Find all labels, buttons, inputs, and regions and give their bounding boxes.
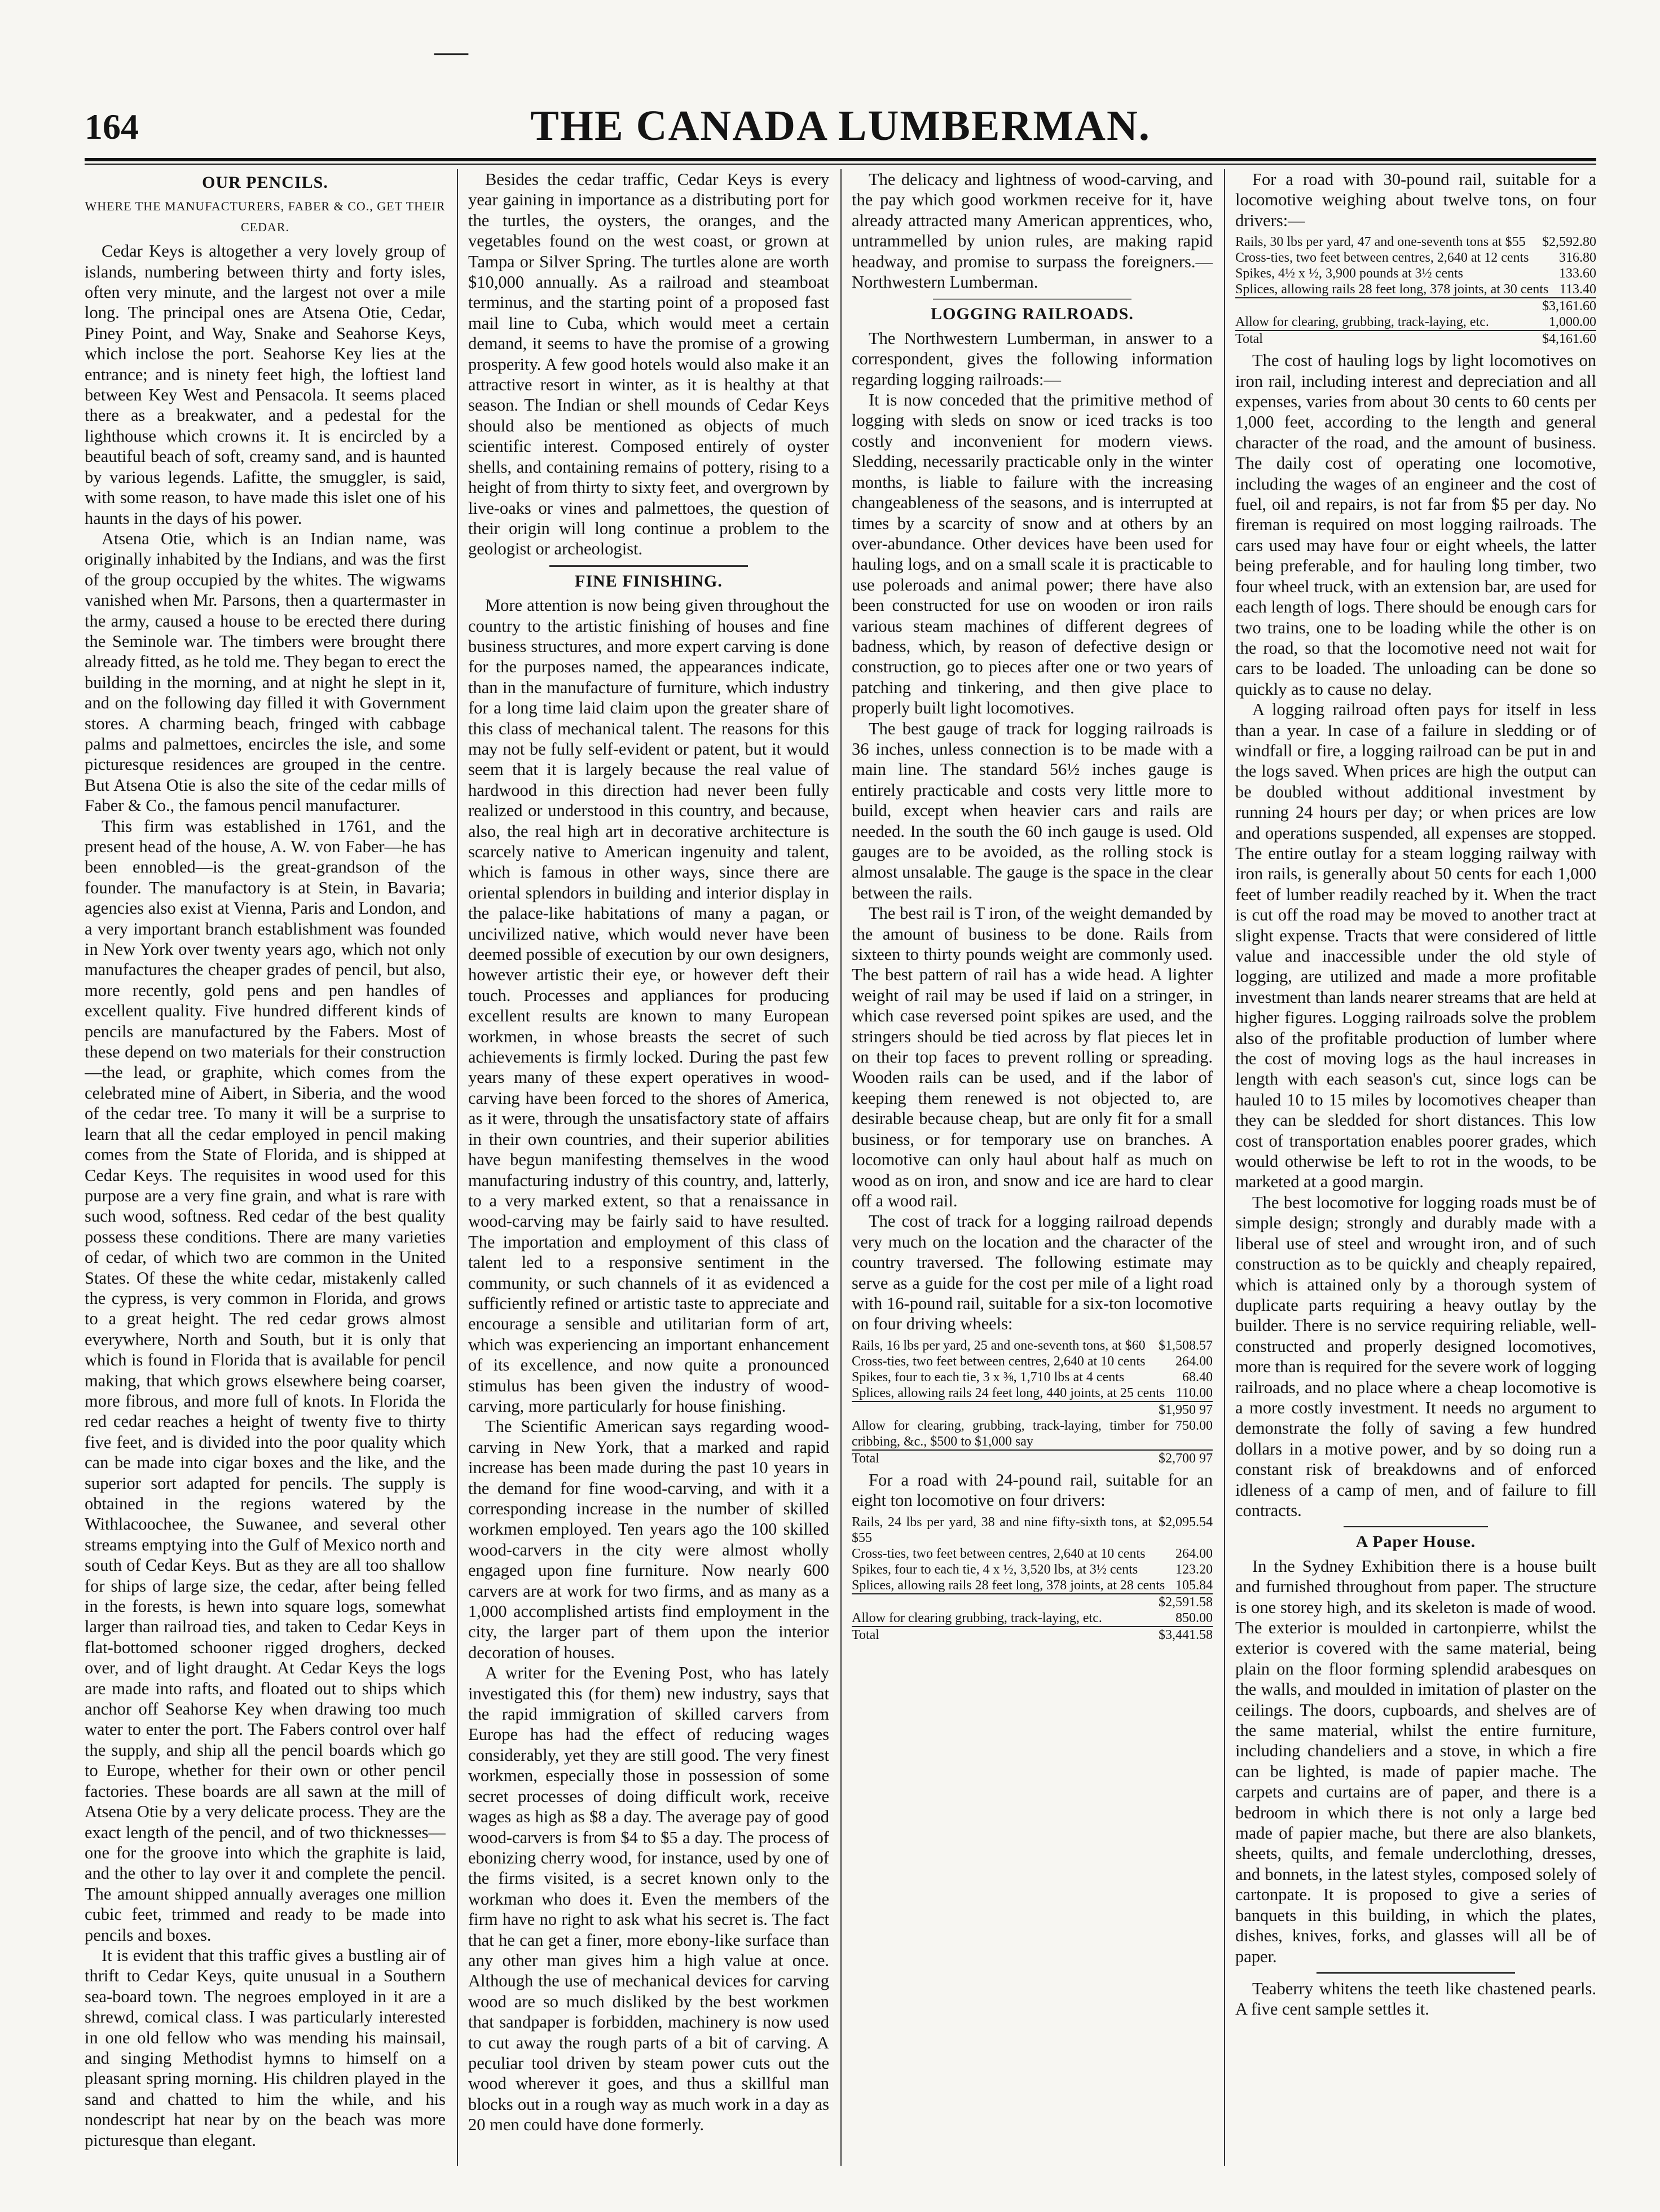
cost-value: 110.00 — [1175, 1385, 1213, 1400]
cost-subtotal — [852, 1593, 1213, 1610]
section-rule — [933, 298, 1131, 299]
paragraph: The best rail is T iron, of the weight demanded by the amount of business to be done. Rails from sixteen to thirty pounds weight are commonly used. The best pattern of rail has a wide head. A lighter weight of rail may be used if laid on a stringer, in which case reversed point spikes are used, and the stringers should be tied across by flat pieces let in on their top faces to prevent rolling or spreading. Wooden rails can be used, and if the labor of keeping them renewed is not objected to, are desirable because cheap, but are only fit for a small business, or for temporary use on branches. A locomotive can only haul about half as much on wood as on iron, and snow and ice are hard to clear off a wood rail. — [852, 904, 1213, 1210]
cost-label: Rails, 30 lbs per yard, 47 and one-seventh tons at $55 — [1235, 235, 1526, 250]
paragraph: Cedar Keys is altogether a very lovely group of islands, numbering between thirty and forty isles, often very minute, and the largest not over a mile long. The principal ones are Atsena Otie, Cedar, Piney Point, and Way, Snake and Seahorse Keys, which inclose the port. Seahorse Key lies at the entrance; and is ninety feet high, the loftiest land between Key West and Pensacola. It seems placed there as a breakwater, and a pedestal for the lighthouse which crowns it. It is encircled by a beautiful beach of soft, creamy sand, and is haunted by various legends. Lafitte, the smuggler, is said, with some reason, to have made this islet one of his haunts in the days of his power. — [85, 241, 446, 528]
cost-value: 264.00 — [1175, 1354, 1213, 1369]
cost-label: Splices, allowing rails 24 feet long, 440 joints, at 25 cents — [852, 1385, 1165, 1400]
paragraph: More attention is now being given throughout the country to the artistic finishing of houses and fine business structures, and more expert carving is done for the purposes named, the appearances indicate, than in the manufacture of furniture, which industry for a long time laid claim upon the greater share of this class of mechanical talent. The reasons for this may not be fully self-evident or patent, but it would seem that it is largely because the real value of hardwood in this direction had never been fully realized or understood in this country, and because, also, the real high art in decorative architecture is scarcely native to American ingenuity and talent, which is famous in other ways, since there are oriental splendors in building and interior display in the palace-like habitations of many a pagan, or uncivilized native, which would never have been deemed possible of execution by our own designers, however artistic their eye, or however deft their touch. Processes and appliances for producing excellent results are known to many European workmen, in whose breasts the secret of such achievements is firmly locked. During the past few years many of these expert operatives in wood-carving have been forced to the shores of America, as it were, through the unsatisfactory state of affairs in their own countries, and their superior abilities have begun manifesting themselves in the wood manufacturing industry of this country, and, latterly, to a very marked extent, so that a renaissance in wood-carving may be fairly said to have resulted. The importation and employment of this class of talent led to a responsive sentiment in the community, or such channels of it as evidenced a sufficiently refined or artistic taste to appreciate and encourage a sensible and utilitarian form of art, which was experiencing an important enhancement of its excellence, and now quite a pronounced stimulus has been given the industry of wood-carving, more particularly for house finishing. — [468, 596, 829, 1416]
column-divider — [1224, 169, 1225, 2166]
cost-row — [1235, 250, 1596, 266]
column-4 — [1235, 169, 1596, 2177]
cost-label: Rails, 24 lbs per yard, 38 and nine fifty-sixth tons, at $55 — [852, 1514, 1152, 1545]
paragraph: The Scientific American says regarding wood-carving in New York, that a marked and rapid increase has been made during the past 10 years in the demand for fine wood-carving, and with it a corresponding increase in the number of skilled workmen employed. Ten years ago the 100 skilled wood-carvers in the city were almost wholly engaged upon fine furniture. Now nearly 600 carvers are at work for two firms, and as many as a 1,000 accomplished artists find employment in the city, the larger part of them upon the interior decoration of houses. — [468, 1417, 829, 1662]
column-divider — [840, 169, 842, 2166]
cost-label: Allow for clearing, grubbing, track-laying, etc. — [1235, 315, 1489, 330]
paragraph: The best locomotive for logging roads must be of simple design; strongly and durably made with a liberal use of steel and wrought iron, and of such construction as to be quickly and cheaply repaired, which is attained only by a thorough system of duplicate parts requiring a heavy outlay by the builder. There is no service requiring reliable, well-constructed and properly designed locomotives, more than is required for the severe work of logging railroads, and no place where a cheap locomotive is a more costly investment. It needs no argument to demonstrate the folly of saving a few hundred dollars in a motive power, and by so doing run a constant risk of breakdowns and of enforced idleness of a camp of men, and of failure to fill contracts. — [1235, 1192, 1596, 1520]
article-heading-logging-railroads: LOGGING RAILROADS. — [931, 305, 1134, 324]
cost-value: 113.40 — [1559, 282, 1596, 297]
cost-row — [852, 1369, 1213, 1385]
cost-value: 123.20 — [1175, 1562, 1213, 1577]
cost-label: Spikes, four to each tie, 4 x ½, 3,520 lbs, at 3½ cents — [852, 1562, 1138, 1577]
paragraph: A writer for the Evening Post, who has lately investigated this (for them) new industry, says that the rapid immigration of skilled carvers from Europe has had the effect of reducing wages considerably, yet they are still good. The very finest workmen, especially those in possession of some secret processes of doing difficult work, receive wages as high as $8 a day. The average pay of good wood-carvers is from $4 to $5 a day. The process of ebonizing cherry wood, for instance, used by one of the firms visited, is a secret known only to the workman who does it. Even the members of the firm have no right to ask what his secret is. The fact that he can get a finer, more ebony-like surface than any other man gives him a high value at once. Although the use of mechanical devices for carving wood are so much disliked by the best workmen that sandpaper is forbidden, machinery is now used to cut away the rough parts of a bit of carving. A peculiar tool driven by steam power cuts out the wood wherever it goes, and thus a skillful man blocks out in a rough way as much work in a day as 20 men could have done formerly. — [468, 1663, 829, 2135]
cost-value: $2,700 97 — [1159, 1451, 1213, 1466]
cost-label: Allow for clearing grubbing, track-laying, etc. — [852, 1610, 1102, 1625]
cost-value: $4,161.60 — [1542, 332, 1596, 347]
cost-value: 316.80 — [1559, 250, 1596, 266]
cost-row — [1235, 234, 1596, 250]
column-2 — [468, 169, 829, 2177]
paragraph: The cost of hauling logs by light locomotives on iron rail, including interest and depreciation and all expenses, varies from about 30 cents to 60 cents per 1,000 feet, according to the length and general character of the road, and the amount of business. The daily cost of operating one locomotive, including the wages of an engineer and the cost of fuel, oil and repairs, is not far from $5 per day. No fireman is required on most logging railroads. The cars used may have four or eight wheels, the latter being preferable, and for hauling long timber, two four wheel truck, with an extension bar, are used for each length of logs. There should be enough cars for two trains, one to be loading while the other is on the road, so that the locomotive need not wait for cars to be loaded. The unloading can be done so quickly as to cause no delay. — [1235, 351, 1596, 699]
cost-value: 133.60 — [1559, 266, 1596, 281]
paragraph: It is evident that this traffic gives a bustling air of thrift to Cedar Keys, quite unusual in a Southern sea-board town. The negroes employed in it are a shrewd, comical class. I was particularly interested in one old fellow who was mending his mainsail, and singing Methodist hymns to himself on a pleasant spring morning. His children played in the sand and chatted to him the while, and his nondescript hat near by on the beach was more picturesque than elegant. — [85, 1945, 446, 2150]
page-header — [85, 96, 1596, 158]
cost-label: Rails, 16 lbs per yard, 25 and one-seventh tons, at $60 — [852, 1338, 1146, 1353]
cost-value: 264.00 — [1175, 1546, 1213, 1561]
cost-subtotal — [852, 1401, 1213, 1418]
article-heading-paper-house: A Paper House. — [1355, 1532, 1476, 1552]
paragraph: The best gauge of track for logging railroads is 36 inches, unless connection is to be made with a main line. The standard 56½ inches gauge is entirely practicable and costs very little more to build, except when heavier cars and rails are needed. In the south the 60 inch gauge is used. Old gauges are to be avoided, as the rolling stock is almost unsalable. The gauge is the space in the clear between the rails. — [852, 719, 1213, 902]
cost-row — [1235, 266, 1596, 281]
paragraph: Atsena Otie, which is an Indian name, was originally inhabited by the Indians, and was the first of the group occupied by the whites. The wigwams vanished when Mr. Parsons, then a quartermaster in the army, caused a house to be erected there during the Seminole war. The timbers were brought there already fitted, as he told me. They began to erect the building in the morning, and at night he slept in it, and on the following day filled it with Government stores. A charming beach, fringed with cabbage palms and palmettoes, encircles the isle, and some picturesque residences are grouped in the centre. But Atsena Otie is also the site of the cedar mills of Faber & Co., the famous pencil manufacturer. — [85, 528, 446, 816]
cost-value: 105.84 — [1175, 1578, 1213, 1593]
paragraph: In the Sydney Exhibition there is a house built and furnished throughout from paper. The structure is one storey high, and its skeleton is made of wood. The exterior is moulded in cartonpierre, whilst the exterior is covered with the same material, being plain on the floor forming splendid arabesques on the walls, and moulded in imitation of plaster on the ceilings. The doors, cupboards, and shelves are of the same material, whilst the entire furniture, including chandeliers and a stove, in which a fire can be lighted, is made of papier mache. The carpets and curtains are of paper, and there is a bedroom in which there is not only a large bed made of papier mache, but there are also blankets, sheets, quilts, and female underclothing, dresses, and bonnets, in the latest styles, composed solely of cartonpate. It is proposed to give a series of banquets in this building, in which the plates, dishes, knives, forks, and glasses will all be of paper. — [1235, 1556, 1596, 1966]
cost-value: 1,000.00 — [1549, 315, 1596, 330]
paragraph: It is now conceded that the primitive method of logging with sleds on snow or iced tracks is too costly and inconvenient for modern views. Sledding, necessarily practicable only in the winter months, is liable to failure with the increasing changeableness of the seasons, and is interrupted at times by a scarcity of snow and at others by an over-abundance. Other devices have been used for hauling logs, and on a small scale it is practicable to use poleroads and animal power; there have also been constructed for use on wooden or iron rails various steam machines of different degrees of badness, which, by reason of defective design or construction, go to pieces after one or two years of patching and tinkering, and then give place to properly built light locomotives. — [852, 390, 1213, 718]
cost-label: Allow for clearing, grubbing, track-laying, timber for cribbing, &c., $500 to $1,000 say — [852, 1418, 1169, 1449]
masthead-title: THE CANADA LUMBERMAN. — [530, 102, 1151, 149]
section-rule — [1344, 1526, 1488, 1527]
cost-row — [852, 1354, 1213, 1369]
cost-label: Total — [1235, 332, 1263, 347]
cost-total — [1235, 330, 1596, 347]
cost-row — [852, 1578, 1213, 1593]
paragraph: Besides the cedar traffic, Cedar Keys is every year gaining in importance as a distributing port for the turtles, the oysters, the oranges, and the vegetables found on the west coast, or grown at Tampa or Silver Spring. The turtles alone are worth $10,000 annually. As a railroad and steamboat terminus, and the starting point of a proposed fast mail line to Cuba, which would meet a certain demand, it seems to have the promise of a growing prosperity. A few good hotels would also make it an attractive resort in winter, as it is healthy at that season. The Indian or shell mounds of Cedar Keys should also be mentioned as objects of much scientific interest. Composed entirely of oyster shells, and containing remains of pottery, rising to a height of from thirty to sixty feet, and overgrown by live-oaks or vines and palmettoes, the question of their origin will long continue a problem to the geologist or archeologist. — [468, 170, 829, 559]
cost-label: Cross-ties, two feet between centres, 2,640 at 10 cents — [852, 1354, 1146, 1369]
cost-value: 850.00 — [1175, 1610, 1213, 1625]
cost-value: $1,508.57 — [1159, 1338, 1213, 1353]
cost-value: 68.40 — [1182, 1369, 1213, 1385]
cost-value: $2,095.54 — [1159, 1514, 1213, 1530]
newspaper-page — [85, 34, 1596, 2177]
cost-table-24lb — [852, 1514, 1213, 1643]
section-rule — [1316, 1972, 1515, 1974]
paragraph: For a road with 24-pound rail, suitable for an eight ton locomotive on four drivers: — [852, 1470, 1213, 1510]
cost-label: Splices, allowing rails 28 feet long, 378 joints, at 30 cents — [1235, 282, 1549, 297]
paragraph: A logging railroad often pays for itself in less than a year. In case of a failure in sledding or of windfall or fire, a logging railroad can be put in and the logs saved. When prices are high the output can be doubled without additional investment by running 24 hours per day; or when prices are low and operations suspended, all expenses are stopped. The entire outlay for a steam logging railway with iron rails, is generally about 50 cents for each 1,000 feet of lumber readily reached by it. When the tract is cut off the road may be moved to another tract at slight expense. Tracts that were considered of little value and inaccessible under the old style of logging, are utilized and made a more profitable investment than lands nearer streams that are held at higher figures. Logging railroads solve the problem also of the profitable production of lumber where the cost of moving logs as the haul increases in length with each season's cut, since logs can be hauled 10 to 15 miles by locomotives cheaper than they can be sledded for short distances. This low cost of transportation enables poorer grades, which would otherwise be left to rot in the woods, to be marketed at a good margin. — [1235, 700, 1596, 1192]
cost-label: Total — [852, 1451, 879, 1466]
cost-row — [852, 1514, 1213, 1546]
cost-value: $2,591.58 — [1159, 1594, 1213, 1610]
teaberry-notice: Teaberry whitens the teeth like chastened pearls. A five cent sample settles it. — [1235, 1979, 1596, 2019]
header-rule — [85, 158, 1596, 165]
paragraph: The cost of track for a logging railroad depends very much on the location and the character of the country traversed. The following estimate may serve as a guide for the cost per mile of a light road with 16-pound rail, suitable for a six-ton locomotive on four driving wheels: — [852, 1211, 1213, 1334]
cost-row — [852, 1338, 1213, 1354]
cost-subtotal — [1235, 297, 1596, 314]
handwritten-mark: — — [434, 32, 468, 69]
cost-row — [852, 1385, 1213, 1401]
cost-value: 750.00 — [1175, 1418, 1213, 1433]
cost-label: Spikes, 4½ x ½, 3,900 pounds at 3½ cents — [1235, 266, 1463, 281]
cost-total — [852, 1626, 1213, 1643]
article-subheading-pencils: WHERE THE MANUFACTURERS, FABER & CO., GET THEIR CEDAR. — [85, 199, 446, 234]
cost-label: Total — [852, 1627, 879, 1642]
cost-value: $1,950 97 — [1159, 1402, 1213, 1417]
paragraph: This firm was established in 1761, and the present head of the house, A. W. von Faber—he has been ennobled—is the great-grandson of the founder. The manufactory is at Stein, in Bavaria; agencies also exist at Vienna, Paris and London, and a very important branch establishment was founded in New York over twenty years ago, which not only manufactures the cheaper grades of pencil, but also, more recently, gold pens and pen handles of excellent quality. Five hundred different kinds of pencils are manufactured by the Fabers. Most of these depend on two materials for their construction—the lead, or graphite, which comes from the celebrated mine of Aibert, in Siberia, and the wood of the cedar tree. To many it will be a surprise to learn that all the cedar employed in pencil making comes from the State of Florida, and is shipped at Cedar Keys. The requisites in wood used for this purpose are a very fine grain, and what is rare with such wood, softness. Red cedar of the best quality possess these conditions. There are many varieties of cedar, of which two are common in the United States. Of these the white cedar, mistakenly called the cypress, is very common in Florida, and grows to a great height. The red cedar grows almost everywhere, North and South, but it is only that which is found in Florida that is available for pencil making, that which grows elsewhere being coarser, more fibrous, and more full of knots. In Florida the red cedar reaches a height of twenty five to thirty five feet, and is divided into the poor quality which can be made into cigar boxes and the like, and the superior sort adapted for pencils. The supply is obtained in the regions watered by the Withlacoochee, the Suwanee, and several other streams emptying into the Gulf of Mexico north and south of Cedar Keys. But as they are all too shallow for ships of large size, the cedar, after being felled in the forests, is hewn into square logs, somewhat larger than railroad ties, and taken to Cedar Keys in flat-bottomed schooner rigged droghers, decked over, and of light draught. At Cedar Keys the logs are made into rafts, and floated out to ships which anchor off Seahorse Key when drawing too much water to enter the port. The Fabers control over half the supply, and ship all the pencil boards which go to Europe, whether for their own or other pencil factories. These boards are all sawn at the mill of Atsena Otie by a very delicate process. They are the exact length of the pencil, and of two thicknesses—one for the groove into which the graphite is laid, and the other to lay over it and complete the pencil. The amount shipped annually averages one million cubic feet, trimmed and ready to be made into pencils and boxes. — [85, 816, 446, 1945]
cost-table-16lb — [852, 1338, 1213, 1466]
cost-total — [852, 1449, 1213, 1466]
cost-table-30lb — [1235, 234, 1596, 347]
article-heading-fine-finishing: FINE FINISHING. — [575, 571, 723, 591]
paragraph: The delicacy and lightness of wood-carving, and the pay which good workmen receive for it, have already attracted many American apprentices, who, untrammelled by union rules, are making rapid headway, and promise to surpass the foreigners.—Northwestern Lumberman. — [852, 170, 1213, 292]
cost-label: Splices, allowing rails 28 feet long, 378 joints, at 28 cents — [852, 1578, 1165, 1593]
cost-row — [1235, 281, 1596, 297]
column-1 — [85, 169, 446, 2177]
cost-label: Spikes, four to each tie, 3 x ⅜, 1,710 lbs at 4 cents — [852, 1369, 1125, 1385]
cost-value: $3,161.60 — [1542, 299, 1596, 314]
cost-value: $3,441.58 — [1159, 1627, 1213, 1642]
column-divider — [457, 169, 458, 2166]
section-rule — [549, 565, 748, 567]
cost-row — [1235, 314, 1596, 330]
cost-row — [852, 1562, 1213, 1578]
cost-label: Cross-ties, two feet between centres, 2,640 at 12 cents — [1235, 250, 1529, 266]
paragraph: The Northwestern Lumberman, in answer to a correspondent, gives the following information regarding logging railroads:— — [852, 328, 1213, 389]
article-heading-pencils: OUR PENCILS. — [202, 173, 328, 192]
cost-label: Cross-ties, two feet between centres, 2,640 at 10 cents — [852, 1546, 1146, 1561]
paragraph: For a road with 30-pound rail, suitable for a locomotive weighing about twelve tons, on four drivers:— — [1235, 170, 1596, 230]
column-3 — [852, 169, 1213, 2177]
cost-row — [852, 1546, 1213, 1562]
cost-value: $2,592.80 — [1542, 235, 1596, 250]
page-number: 164 — [85, 107, 139, 147]
cost-row — [852, 1418, 1213, 1449]
cost-row — [852, 1610, 1213, 1626]
